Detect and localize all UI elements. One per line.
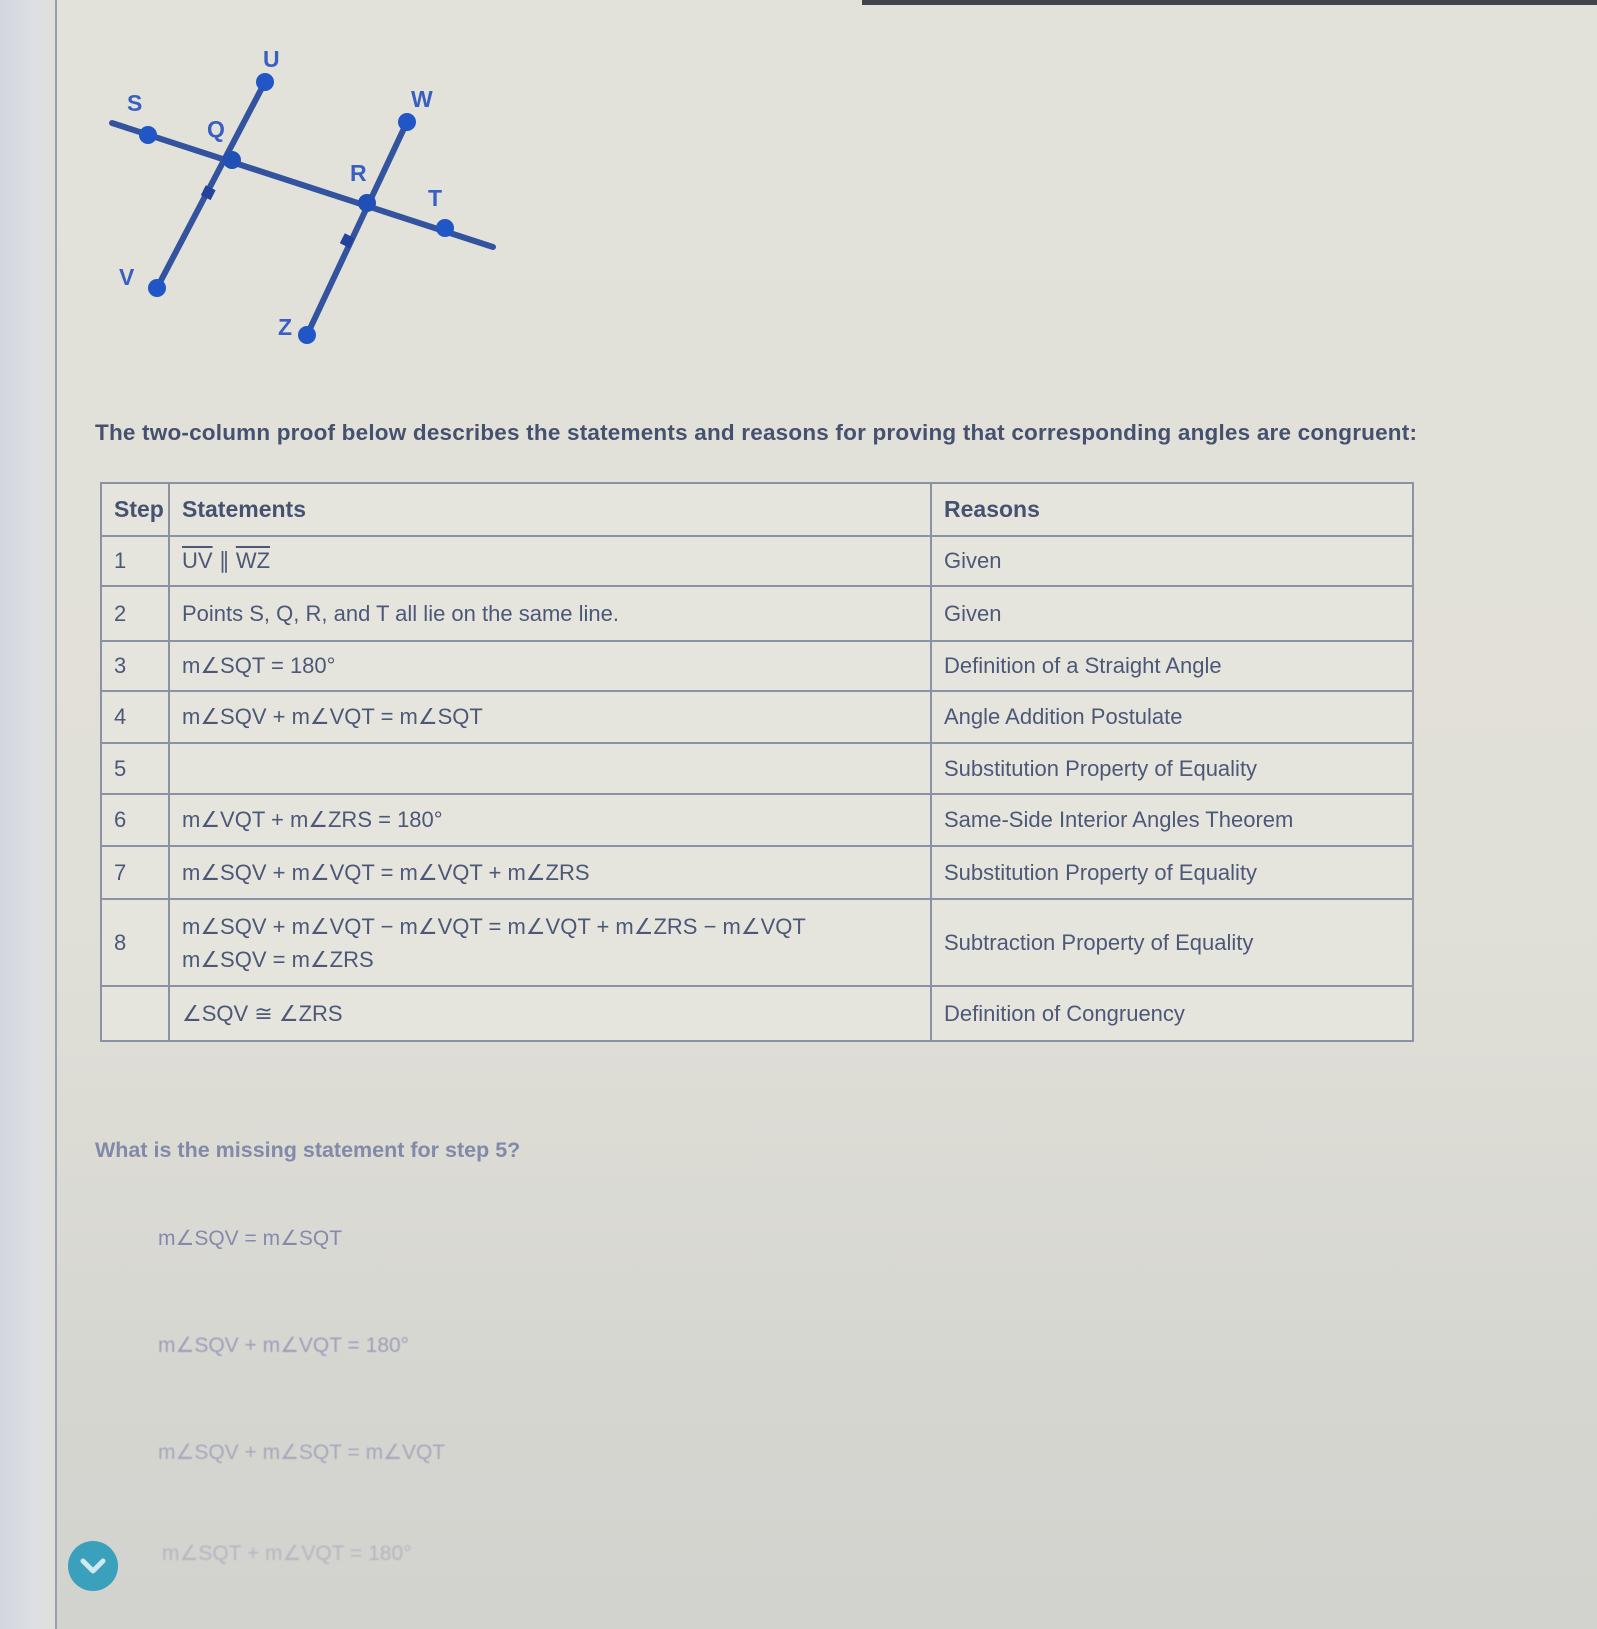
- top-dark-edge: [862, 0, 1597, 5]
- point-s: [139, 126, 157, 144]
- point-v: [148, 279, 166, 297]
- point-label-z: Z: [278, 314, 293, 340]
- table-row: [101, 586, 1413, 641]
- table-row: [101, 986, 1413, 1041]
- statement-cell-empty: [169, 743, 931, 794]
- statement-cell: ∠SQV ≅ ∠ZRS: [169, 986, 931, 1041]
- reason-cell: Substitution Property of Equality: [931, 846, 1413, 899]
- table-row-missing-statement: [101, 743, 1413, 794]
- statement-cell: [169, 899, 931, 986]
- reason-cell: Same-Side Interior Angles Theorem: [931, 794, 1413, 846]
- reason-cell: Angle Addition Postulate: [931, 691, 1413, 743]
- segment-uv: $\overline{UV}$: [182, 548, 213, 573]
- header-step: Step: [101, 483, 169, 536]
- step-cell: 6: [101, 794, 169, 846]
- parallel-symbol: ∥: [218, 548, 230, 573]
- point-label-t: T: [428, 185, 443, 211]
- answer-option-3[interactable]: m∠SQV + m∠SQT = m∠VQT: [158, 1441, 446, 1464]
- table-row: [101, 536, 1413, 586]
- statement-cell: m∠SQV + m∠VQT = m∠SQT: [169, 691, 931, 743]
- proof-intro-text: The two-column proof below describes the statements and reasons for proving that corresponding angles are congruent:: [95, 420, 1418, 445]
- answer-option-4[interactable]: m∠SQT + m∠VQT = 180°: [162, 1542, 412, 1565]
- line-wz: [307, 122, 407, 335]
- step-cell: 5: [101, 743, 169, 794]
- statement-cell: m∠SQV + m∠VQT = m∠VQT + m∠ZRS: [169, 846, 931, 899]
- table-row: [101, 794, 1413, 846]
- table-row: [101, 641, 1413, 691]
- segment-wz: $\overline{WZ}$: [235, 548, 271, 573]
- step-cell: [101, 986, 169, 1041]
- point-label-r: R: [350, 160, 367, 186]
- reason-cell: Definition of a Straight Angle: [931, 641, 1413, 691]
- geometry-diagram: [95, 45, 525, 365]
- page-left-edge: [0, 0, 57, 1629]
- line-uv: [157, 82, 265, 288]
- statement-cell: m∠SQT = 180°: [169, 641, 931, 691]
- point-w: [398, 113, 416, 131]
- step-cell: 7: [101, 846, 169, 899]
- parallel-lines-figure: [95, 45, 525, 365]
- step-cell: 1: [101, 536, 169, 586]
- reason-cell: Given: [931, 586, 1413, 641]
- reason-cell: Substitution Property of Equality: [931, 743, 1413, 794]
- answer-option-1[interactable]: m∠SQV = m∠SQT: [158, 1227, 343, 1250]
- statement-cell: m∠VQT + m∠ZRS = 180°: [169, 794, 931, 846]
- question-text: What is the missing statement for step 5?: [95, 1138, 521, 1162]
- reason-cell: Subtraction Property of Equality: [931, 899, 1413, 986]
- step-cell: 8: [101, 899, 169, 986]
- point-t: [436, 219, 454, 237]
- point-u: [256, 73, 274, 91]
- point-label-s: S: [127, 90, 143, 116]
- reason-cell: Definition of Congruency: [931, 986, 1413, 1041]
- scroll-down-button[interactable]: [68, 1541, 118, 1591]
- statement-line-2: m∠SQV = m∠ZRS: [182, 946, 374, 972]
- answer-option-2[interactable]: m∠SQV + m∠VQT = 180°: [158, 1334, 410, 1357]
- table-row: [101, 846, 1413, 899]
- statement-cell: [169, 536, 931, 586]
- step-cell: 2: [101, 586, 169, 641]
- statement-line-1: m∠SQV + m∠VQT − m∠VQT = m∠VQT + m∠ZRS − m∠VQT: [182, 913, 806, 939]
- chevron-down-icon: [80, 1558, 106, 1574]
- point-z: [298, 326, 316, 344]
- proof-table: [100, 482, 1414, 1042]
- point-label-u: U: [263, 46, 280, 72]
- point-r: [358, 194, 376, 212]
- step-cell: 3: [101, 641, 169, 691]
- reason-cell: Given: [931, 536, 1413, 586]
- point-label-q: Q: [207, 116, 225, 142]
- step-cell: 4: [101, 691, 169, 743]
- table-row: [101, 899, 1413, 986]
- header-reasons: Reasons: [931, 483, 1413, 536]
- header-statements: Statements: [169, 483, 931, 536]
- table-header-row: [101, 483, 1413, 536]
- point-q: [223, 151, 241, 169]
- point-label-v: V: [119, 264, 135, 290]
- table-row: [101, 691, 1413, 743]
- statement-cell: Points S, Q, R, and T all lie on the same line.: [169, 586, 931, 641]
- point-label-w: W: [411, 86, 433, 112]
